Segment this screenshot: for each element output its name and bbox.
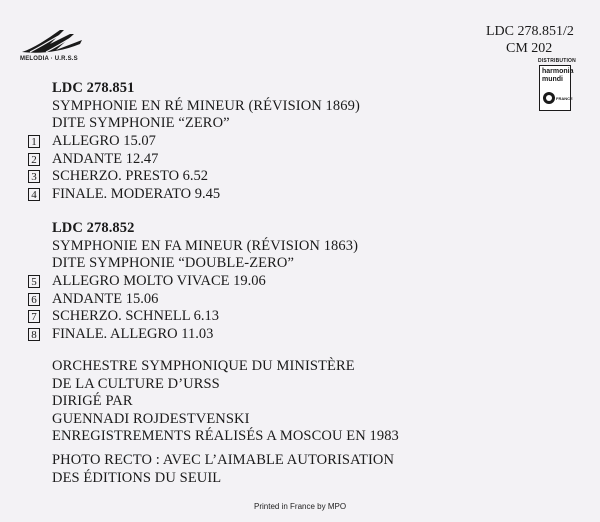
track-number: 3 [28,170,40,183]
performer-credits [52,358,399,446]
disc1-title-line1: SYMPHONIE EN RÉ MINEUR (RÉVISION 1869) [52,97,360,114]
track-title: FINALE. MODERATO 9.45 [52,185,221,202]
track-title: ALLEGRO 15.07 [52,133,156,149]
credit-line: ORCHESTRE SYMPHONIQUE DU MINISTÈRE [52,358,355,374]
disc2-title-line2: DITE SYMPHONIE “DOUBLE-ZERO” [52,255,295,272]
photo-credit-line: PHOTO RECTO : AVEC L’AIMABLE AUTORISATION [52,452,395,468]
track-number: 6 [28,293,40,306]
melodia-logo [20,26,86,66]
disc1-header [52,80,360,133]
disc2-code: LDC 278.852 [52,220,135,236]
track-number: 2 [28,153,40,166]
photo-credit-line: DES ÉDITIONS DU SEUIL [52,469,222,486]
disc2-header [52,220,358,273]
melodia-logo-icon [20,26,86,58]
catalog-number: LDC 278.851/2 [486,24,574,39]
credit-line: DE LA CULTURE D’URSS [52,375,220,392]
disc1-code: LDC 278.851 [52,80,135,96]
distribution-label: DISTRIBUTION [538,58,576,64]
hm-brand-line1: harmonia [542,68,574,75]
track-title: SCHERZO. SCHNELL 6.13 [52,308,220,325]
track-title: FINALE. ALLEGRO 11.03 [52,325,214,342]
melodia-brand-text: MELODIA · U.R.S.S [20,56,78,62]
photo-credit [52,452,394,487]
catalog-cm: CM 202 [506,41,553,56]
hm-circle-icon [543,92,555,104]
track-number: 8 [28,328,40,341]
printed-note: Printed in France by MPO [254,502,347,511]
track-title: ALLEGRO MOLTO VIVACE 19.06 [52,273,266,289]
hm-brand-line2: mundi [542,76,563,83]
credit-line: ENREGISTREMENTS RÉALISÉS A MOSCOU EN 1983 [52,428,399,445]
track-number: 5 [28,275,40,288]
track-title: SCHERZO. PRESTO 6.52 [52,168,209,185]
credit-line: DIRIGÉ PAR [52,393,133,410]
credit-line: GUENNADI ROJDESTVENSKI [52,410,250,427]
hm-country: FRANCE [556,96,573,101]
track-title: ANDANTE 15.06 [52,290,159,307]
disc2-title-line1: SYMPHONIE EN FA MINEUR (RÉVISION 1863) [52,237,359,254]
track-title: ANDANTE 12.47 [52,150,159,167]
harmonia-mundi-logo [539,65,574,111]
track-number: 7 [28,310,40,323]
disc1-title-line2: DITE SYMPHONIE “ZERO” [52,115,230,132]
track-number: 1 [28,135,40,148]
track-number: 4 [28,188,40,201]
catalog-info [486,23,574,57]
